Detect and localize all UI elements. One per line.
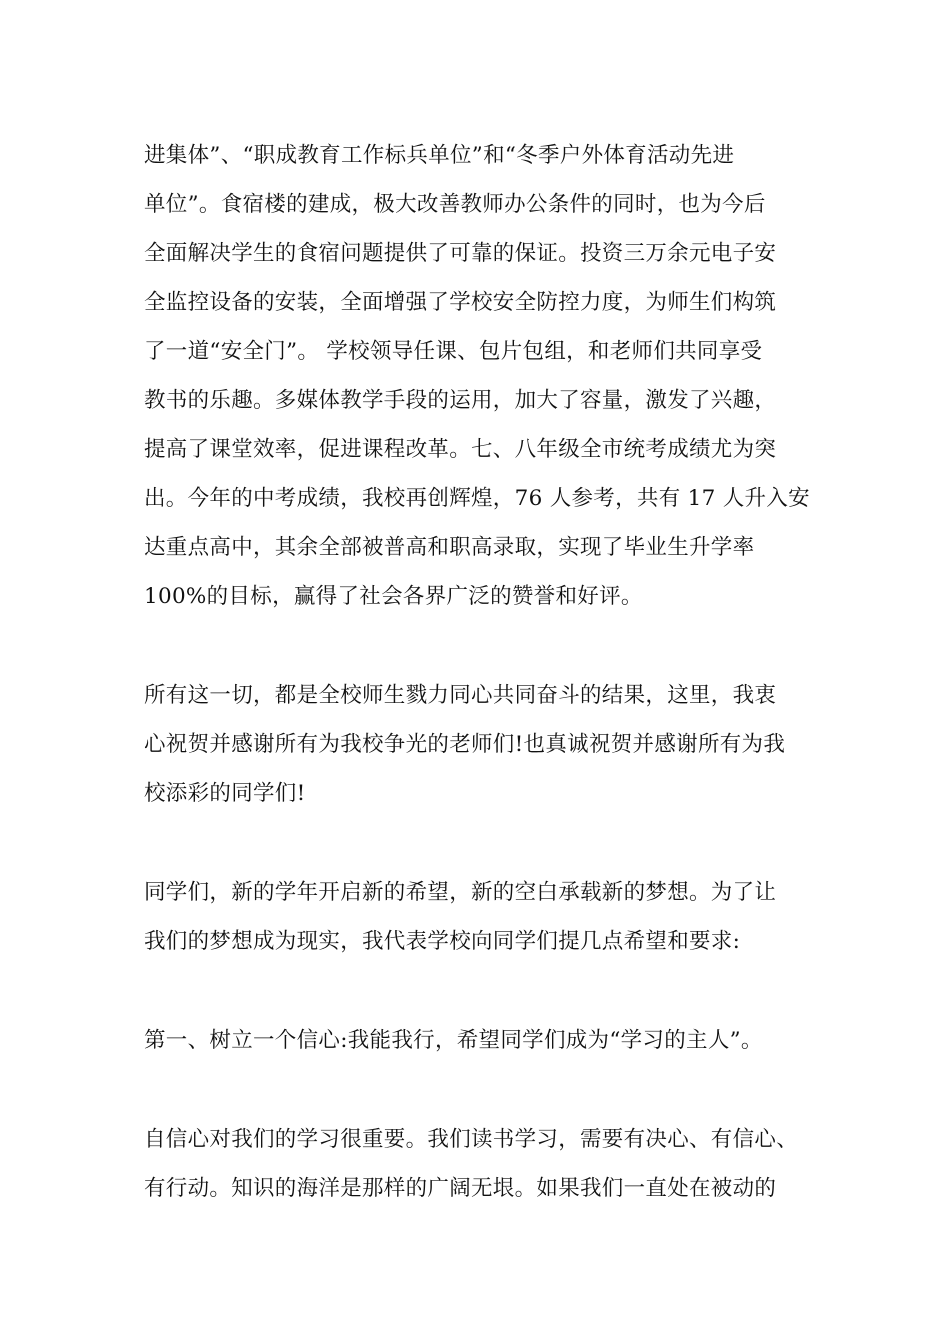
- text-line: 所有这一切，都是全校师生戮力同心共同奋斗的结果，这里，我衷: [144, 683, 777, 708]
- document-body: [144, 131, 824, 1213]
- paragraph-new-year: [144, 868, 824, 966]
- text-line: 教书的乐趣。多媒体教学手段的运用，加大了容量，激发了兴趣，: [144, 388, 777, 413]
- text-line: 全监控设备的安装，全面增强了学校安全防控力度，为师生们构筑: [144, 290, 777, 315]
- text-line: 了一道“安全门”。 学校领导任课、包片包组，和老师们共同享受: [144, 339, 763, 364]
- text-line: 全面解决学生的食宿问题提供了可靠的保证。投资三万余元电子安: [144, 241, 777, 266]
- paragraph-achievements: [144, 131, 824, 621]
- paragraph-confidence: [144, 1115, 824, 1213]
- text-line: 100%的目标，赢得了社会各界广泛的赞誉和好评。: [144, 584, 643, 609]
- text-line: 第一、树立一个信心:我能我行，希望同学们成为“学习的主人”。: [144, 1028, 763, 1053]
- text-line: 有行动。知识的海洋是那样的广阔无垠。如果我们一直处在被动的: [144, 1176, 777, 1201]
- paragraph-spacer: [144, 621, 824, 671]
- text-line: 出。今年的中考成绩，我校再创辉煌，76 人参考，共有 17 人升入安: [144, 486, 810, 511]
- text-line: 自信心对我们的学习很重要。我们读书学习，需要有决心、有信心、: [144, 1127, 799, 1152]
- text-line: 单位”。食宿楼的建成，极大改善教师办公条件的同时，也为今后: [144, 192, 766, 217]
- paragraph-spacer: [144, 818, 824, 868]
- paragraph-spacer: [144, 966, 824, 1016]
- text-line: 心祝贺并感谢所有为我校争光的老师们!也真诚祝贺并感谢所有为我: [144, 732, 786, 757]
- paragraph-spacer: [144, 1065, 824, 1115]
- text-line: 同学们，新的学年开启新的希望，新的空白承载新的梦想。为了让: [144, 880, 777, 905]
- text-line: 达重点高中，其余全部被普高和职高录取，实现了毕业生升学率: [144, 535, 755, 560]
- text-line: 提高了课堂效率，促进课程改革。七、八年级全市统考成绩尤为突: [144, 437, 777, 462]
- text-line: 我们的梦想成为现实，我代表学校向同学们提几点希望和要求:: [144, 929, 741, 954]
- text-line: 进集体”、“职成教育工作标兵单位”和“冬季户外体育活动先进: [144, 143, 735, 168]
- text-line: 校添彩的同学们!: [144, 781, 306, 806]
- paragraph-point-one: [144, 1016, 824, 1065]
- paragraph-thanks: [144, 671, 824, 818]
